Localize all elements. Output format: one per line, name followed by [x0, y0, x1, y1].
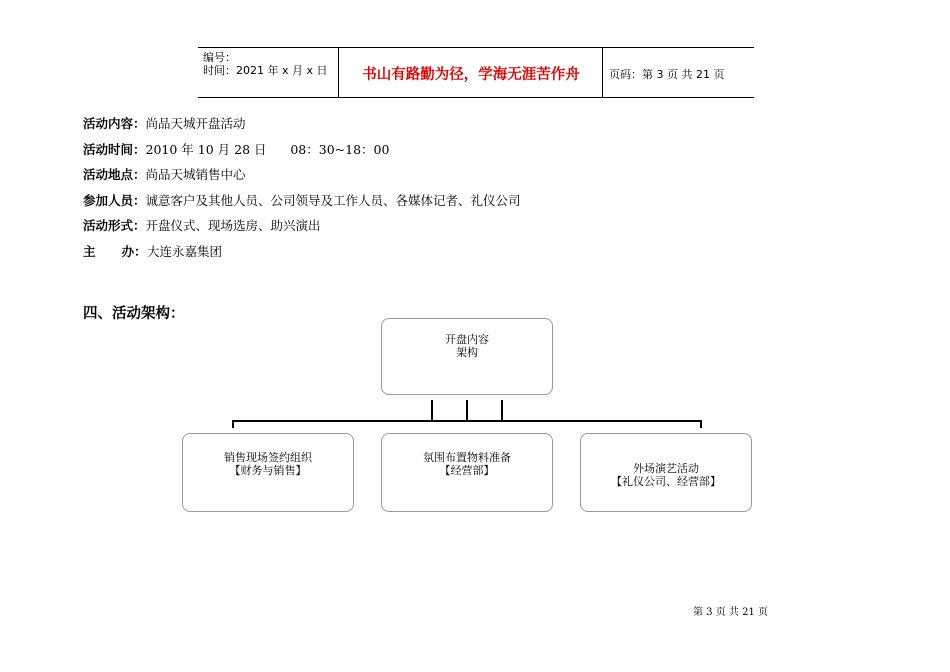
- node-label: 销售现场签约组织: [224, 451, 312, 464]
- info-label: 主 办：: [83, 243, 147, 259]
- node-label: 氛围布置物料准备: [423, 451, 511, 464]
- diagram-child-node: [381, 433, 553, 512]
- header-date: 时间：2021 年 x 月 x 日: [203, 64, 328, 77]
- info-row-host: [83, 242, 521, 268]
- info-value: 大连永嘉集团: [147, 243, 223, 259]
- connector-line: [501, 400, 503, 421]
- header-motto: 书山有路勤为径，学海无涯苦作舟: [362, 67, 580, 83]
- node-label: 【经营部】: [439, 464, 495, 477]
- connector-line: [232, 420, 234, 428]
- header-number: 编号：: [203, 51, 236, 64]
- info-label: 活动地点：: [83, 167, 146, 182]
- node-label: 外场演艺活动: [633, 462, 699, 475]
- connector-line: [232, 420, 702, 422]
- node-label: 开盘内容: [445, 333, 489, 346]
- diagram-child-node: [182, 433, 354, 512]
- info-label: 参加人员：: [83, 192, 146, 208]
- connector-line: [700, 420, 702, 428]
- info-value: 尚品天城开盘活动: [145, 116, 246, 131]
- page-header: [198, 47, 754, 98]
- info-row-content: [83, 114, 521, 140]
- info-value: 2010 年 10 月 28 日 08：30~18：00: [145, 141, 390, 157]
- header-meta: [203, 51, 328, 77]
- diagram-root-node: [381, 318, 553, 395]
- page-footer: 第 3 页 共 21 页: [693, 607, 768, 618]
- activity-info: [83, 114, 521, 267]
- header-divider: [602, 48, 603, 97]
- header-page-number: 页码：第 3 页 共 21 页: [609, 68, 725, 81]
- section-title: 四、活动架构：: [83, 306, 185, 322]
- node-label: 架构: [456, 346, 478, 359]
- connector-line: [466, 400, 468, 421]
- info-row-place: [83, 165, 521, 191]
- info-value: 尚品天城销售中心: [145, 167, 246, 182]
- info-label: 活动时间：: [83, 141, 146, 157]
- diagram-child-node: [580, 433, 752, 512]
- info-row-participants: [83, 191, 521, 217]
- node-label: 【财务与销售】: [229, 464, 307, 477]
- info-row-form: [83, 216, 521, 242]
- connector-line: [431, 400, 433, 421]
- info-label: 活动内容：: [83, 116, 146, 131]
- info-row-time: [83, 140, 521, 166]
- info-value: 开盘仪式、现场选房、助兴演出: [145, 218, 321, 233]
- node-label: 【礼仪公司、经营部】: [611, 475, 721, 488]
- info-value: 诚意客户及其他人员、公司领导及工作人员、各媒体记者、礼仪公司: [145, 192, 521, 208]
- info-label: 活动形式：: [83, 218, 146, 233]
